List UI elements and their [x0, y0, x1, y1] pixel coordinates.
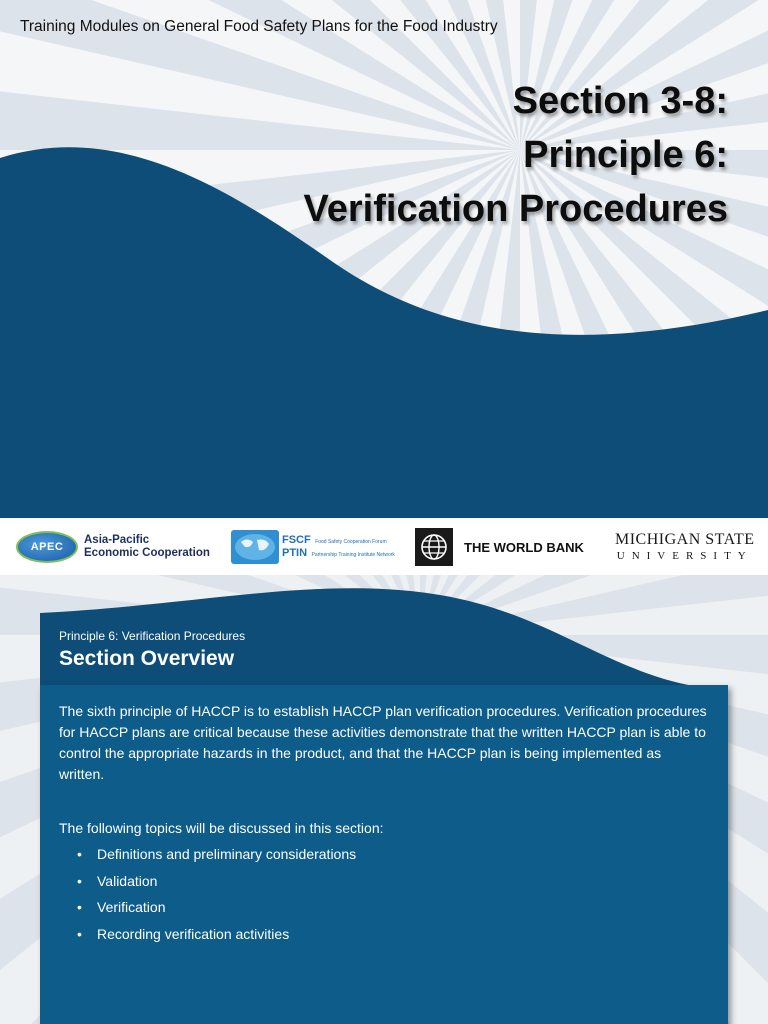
slide-title [304, 74, 729, 236]
apec-name-line1: Asia-Pacific [84, 534, 150, 546]
topic-text: Validation [97, 872, 158, 889]
bullet-icon: • [77, 872, 82, 889]
apec-name-line2: Economic Cooperation [84, 547, 210, 559]
list-item [59, 897, 356, 924]
section-heading: Section Overview [59, 647, 235, 670]
fscf-acronym: FSCF [282, 534, 311, 546]
sponsor-logo-bar [0, 518, 768, 575]
topic-text: Verification [97, 899, 166, 915]
list-item [59, 844, 356, 871]
apec-logo [16, 526, 210, 568]
msu-name-line1: MICHIGAN STATE [615, 531, 755, 548]
list-item [59, 924, 356, 951]
title-line-topic: Verification Procedures [303, 188, 728, 230]
fscf-ptin-logo [231, 526, 395, 568]
msu-name-line2: UNIVERSITY [616, 550, 753, 562]
slide-kicker: Principle 6: Verification Procedures [59, 629, 246, 643]
msu-logo [615, 526, 755, 568]
ptin-fullname: Partnership Training Institute Network [311, 552, 395, 558]
topics-list [59, 844, 356, 950]
title-line-principle: Principle 6: [523, 134, 728, 176]
bullet-icon: • [77, 846, 82, 862]
topics-intro: The following topics will be discussed in this section: [59, 820, 384, 836]
world-bank-globe-icon [415, 528, 453, 566]
apec-emblem: APEC [16, 531, 78, 563]
topic-text: Definitions and preliminary considerations [97, 846, 357, 862]
fscf-fullname: Food Safety Cooperation Forum [315, 539, 387, 545]
world-bank-logo [415, 526, 584, 568]
title-line-section: Section 3-8: [512, 80, 728, 122]
list-item [59, 871, 356, 898]
globe-map-icon [231, 530, 279, 564]
bullet-icon: • [77, 899, 82, 915]
topic-text: Recording verification activities [97, 925, 290, 942]
world-bank-name: THE WORLD BANK [464, 539, 584, 555]
intro-paragraph: The sixth principle of HACCP is to establish HACCP plan verification procedures. Verification procedures for HACCP plans are critical because these activities demonstrate that the written HACCP plan is able to control the appropriate hazards in the product, and that the HACCP plan is being implemented as written. [59, 703, 707, 782]
ptin-acronym: PTIN [282, 547, 308, 559]
overview-slide [0, 575, 768, 1024]
course-subtitle: Training Modules on General Food Safety Plans for the Food Industry [20, 18, 498, 35]
content-panel [40, 685, 728, 1024]
bullet-icon: • [77, 925, 82, 942]
